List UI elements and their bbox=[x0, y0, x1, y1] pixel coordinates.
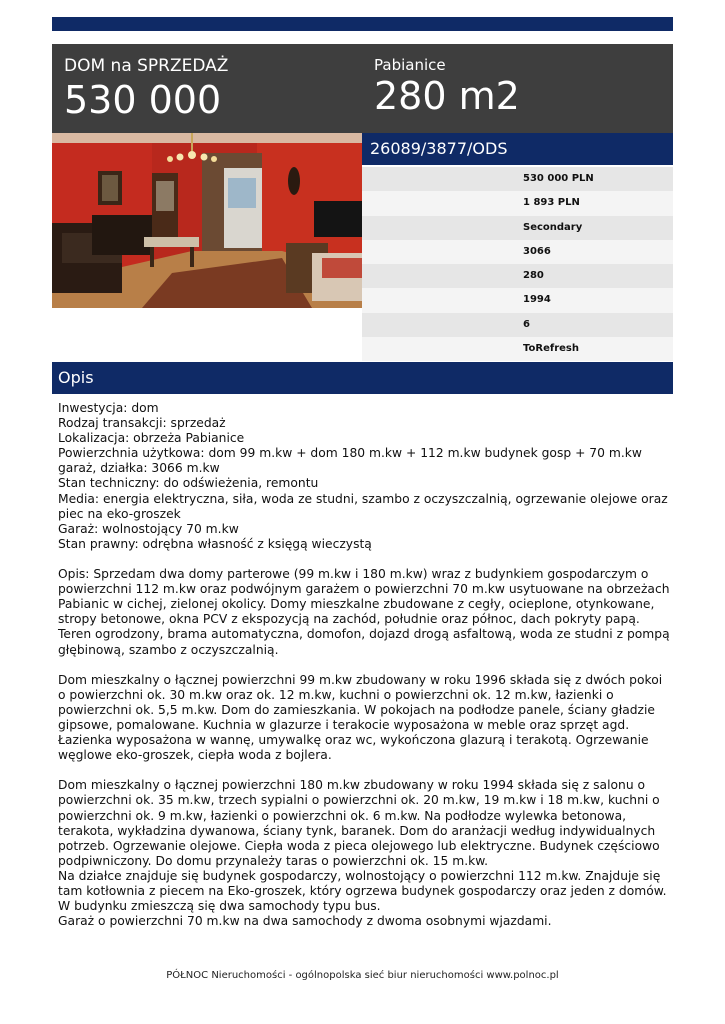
description-paragraph: Na działce znajduje się budynek gospodarczy, wolnostojący o powierzchni 112 m.kw. Znajduje się tam kotłownia z piecem na Eko-groszek, który ogrzewa budynek gospodarczy oraz jeden z domów. W budynku zmieszczą się dwa samochody typu bus. bbox=[58, 868, 667, 914]
details-table bbox=[362, 167, 673, 361]
listing-header bbox=[52, 44, 673, 133]
summary-line: Rodzaj transakcji: sprzedaż bbox=[58, 416, 226, 431]
paragraph-gap bbox=[58, 763, 670, 778]
header-left bbox=[64, 56, 228, 122]
description-paragraph: Opis: Sprzedam dwa domy parterowe (99 m.kw i 180 m.kw) wraz z budynkiem gospodarczym o powierzchni 112 m.kw oraz podwójnym garażem o powierzchni 70 m.kw usytuowane na obrzeżach Pabianic w cichej, zielonej okolicy. Domy mieszkalne zbudowane z cegły, ocieplone, otynkowane, stropy betonowe, okna PCV z ekspozycją na zachód, południe oraz północ, dach pokryty papą. Teren ogrodzony, brama automatyczna, domofon, dojazd drogą asfaltową, woda ze studni z pompą głębinową, szambo z oczyszczalnią. bbox=[58, 567, 670, 657]
city: Pabianice bbox=[374, 56, 446, 74]
header-right bbox=[374, 56, 520, 118]
description bbox=[58, 401, 670, 929]
detail-plot-area: 3066 bbox=[362, 240, 673, 264]
summary-line: Stan prawny: odrębna własność z księgą wieczystą bbox=[58, 536, 372, 551]
top-accent-bar bbox=[52, 17, 673, 31]
property-type: DOM na SPRZEDAŻ bbox=[64, 56, 229, 76]
summary-line: Stan techniczny: do odświeżenia, remontu bbox=[58, 476, 319, 491]
summary-line: Garaż: wolnostojący 70 m.kw bbox=[58, 521, 239, 536]
description-paragraph: Dom mieszkalny o łącznej powierzchni 99 m.kw zbudowany w roku 1996 składa się z dwóch pokoi o powierzchni ok. 30 m.kw oraz ok. 12 m.kw, kuchni o powierzchni ok. 12 m.kw, łazienki o powierzchni ok. 5,5 m.kw. Dom do zamieszkania. W pokojach na podłodze panele, ściany gładzie gipsowe, pomalowane. Kuchnia w glazurze i terakocie wyposażona w meble oraz sprzęt agd. Łazienka wyposażona w wannę, umywalkę oraz wc, wykończona glazurą i terakotą. Ogrzewanie węglowe eko-groszek, ciepła woda z bojlera. bbox=[58, 672, 663, 763]
reference-number: 26089/3877/ODS bbox=[362, 133, 673, 165]
detail-price-per-m2: 1 893 PLN bbox=[362, 191, 673, 215]
description-paragraph: Garaż o powierzchni 70 m.kw na dwa samochody z dwoma osobnymi wjazdami. bbox=[58, 914, 552, 929]
paragraph-gap bbox=[58, 658, 670, 673]
summary-line: Inwestycja: dom bbox=[58, 401, 159, 415]
detail-year-built: 1994 bbox=[362, 288, 673, 312]
summary-line: Media: energia elektryczna, siła, woda ze studni, szambo z oczyszczalnią, ogrzewanie olejowe oraz piec na eko-groszek bbox=[58, 491, 668, 521]
property-photo bbox=[52, 133, 362, 308]
summary-line: Lokalizacja: obrzeża Pabianice bbox=[58, 431, 245, 446]
footer: PÓŁNOC Nieruchomości - ogólnopolska sieć biur nieruchomości www.polnoc.pl bbox=[166, 970, 559, 981]
price: 530 000 bbox=[64, 78, 222, 122]
area: 280 m2 bbox=[374, 74, 520, 118]
paragraph-gap bbox=[58, 552, 670, 567]
detail-price: 530 000 PLN bbox=[362, 167, 673, 191]
detail-rooms: 6 bbox=[362, 313, 673, 337]
detail-status: ToRefresh bbox=[362, 337, 673, 361]
summary-line: Powierzchnia użytkowa: dom 99 m.kw + dom 180 m.kw + 112 m.kw budynek gosp + 70 m.kw garaż, działka: 3066 m.kw bbox=[58, 446, 642, 476]
detail-market: Secondary bbox=[362, 216, 673, 240]
description-paragraph: Dom mieszkalny o łącznej powierzchni 180 m.kw zbudowany w roku 1994 składa się z salonu o powierzchni ok. 35 m.kw, trzech sypialni o powierzchni ok. 20 m.kw, 19 m.kw i 18 m.kw, kuchni o powierzchni ok. 9 m.kw, łazienki o powierzchni ok. 6 m.kw. Na podłodze wylewka betonowa, terakota, wykładzina dywanowa, ściany tynk, baranek. Dom do aranżacji według indywidualnych potrzeb. Ogrzewanie olejowe. Ciepła woda z pieca olejowego lub elektryczne. Budynek częściowo podpiwniczony. Do domu przynależy taras o powierzchni ok. 15 m.kw. bbox=[58, 778, 660, 868]
detail-area: 280 bbox=[362, 264, 673, 288]
section-title-description: Opis bbox=[52, 362, 673, 394]
